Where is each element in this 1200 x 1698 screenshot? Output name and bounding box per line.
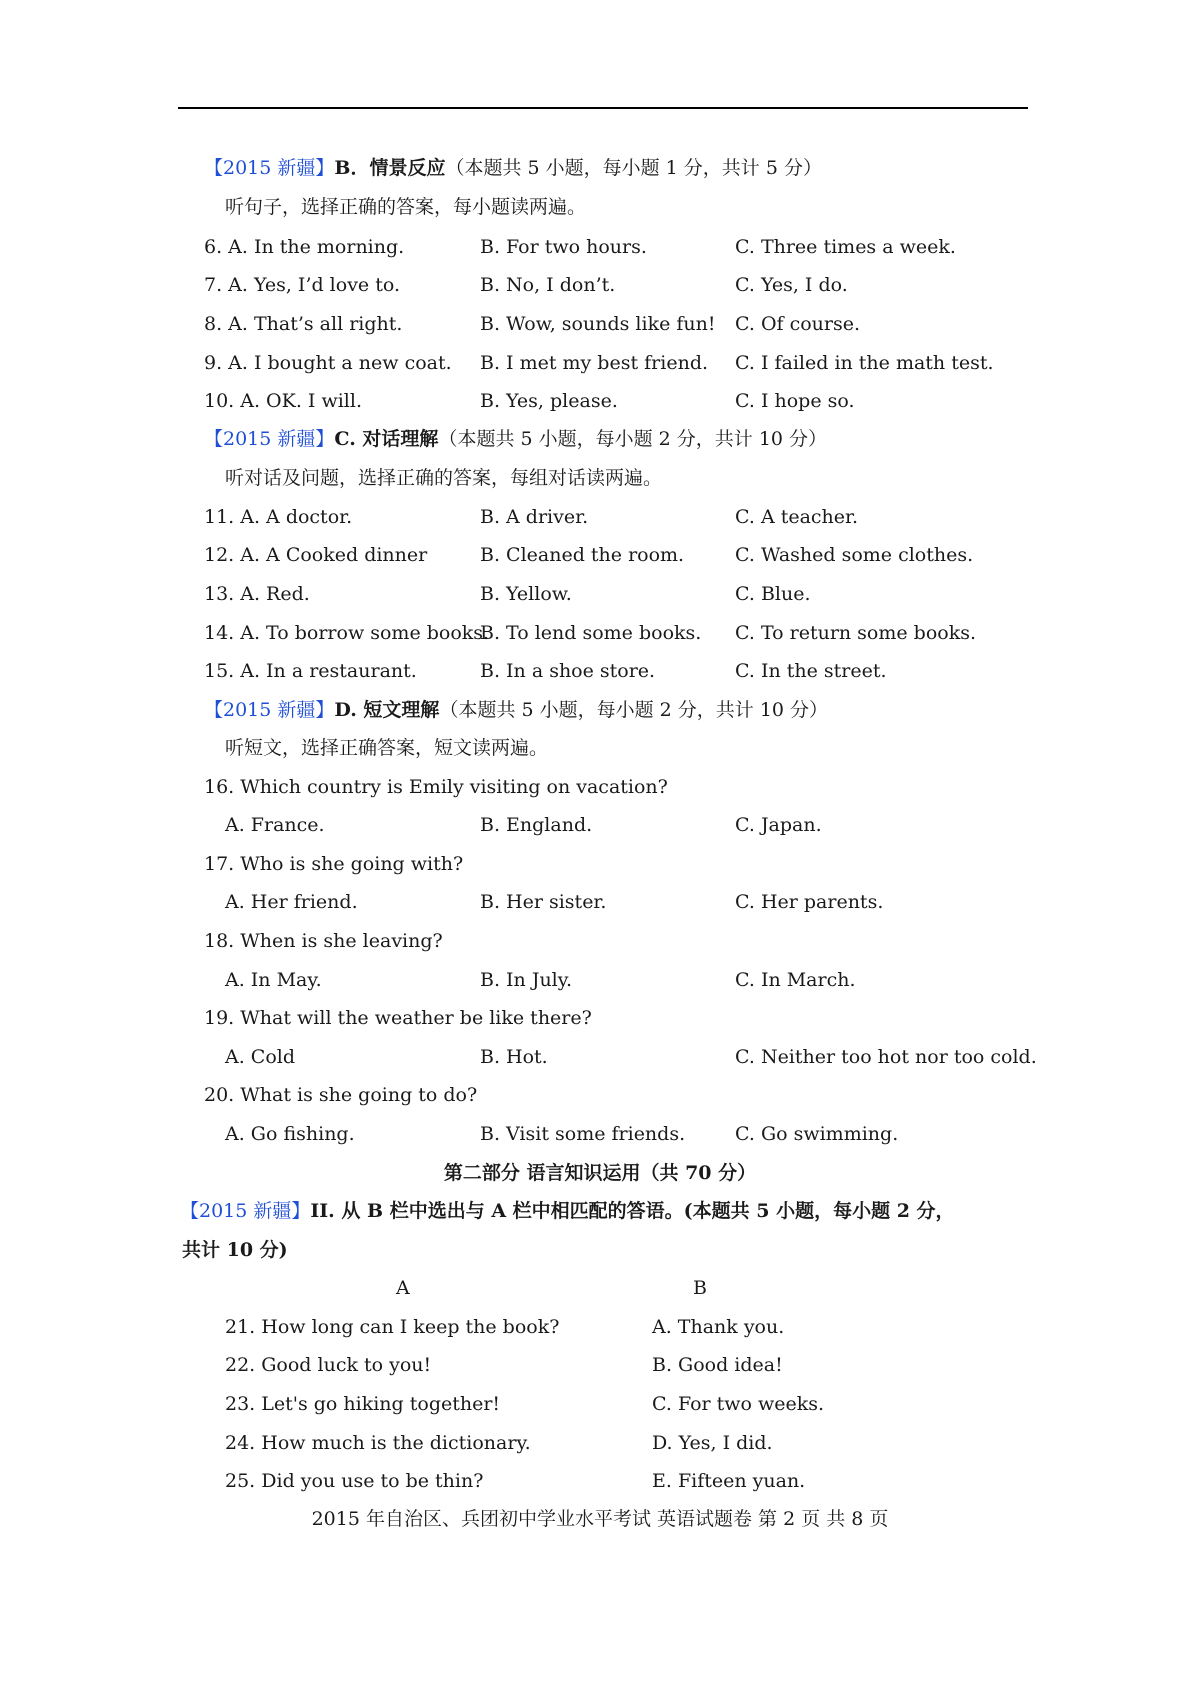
option-a: A. Her friend. [225,891,358,913]
match-a-item: 22. Good luck to you! [225,1354,432,1376]
option-c: C. Of course. [735,313,861,335]
option-b: B. Her sister. [480,891,607,913]
match-a-item: 24. How much is the dictionary. [225,1432,531,1454]
match-a-item: 23. Let's go hiking together! [225,1393,501,1415]
option-a: 9. A. I bought a new coat. [204,352,452,374]
option-b: B. No, I don’t. [480,274,616,296]
section-b-instruction: 听句子，选择正确的答案，每小题读两遍。 [225,196,587,218]
section-d-heading [204,697,828,723]
option-b: B. In July. [480,969,573,991]
option-b: B. Visit some friends. [480,1123,686,1145]
option-a: 12. A. A Cooked dinner [204,544,428,566]
option-c: C. Yes, I do. [735,274,848,296]
column-a-header: A [396,1277,410,1299]
question-text: 16. Which country is Emily visiting on vacation? [204,776,668,798]
match-b-item: E. Fifteen yuan. [652,1470,806,1492]
section-d-info: （本题共 5 小题，每小题 2 分，共计 10 分） [439,699,829,721]
option-c: C. Her parents. [735,891,884,913]
section-c-info: （本题共 5 小题，每小题 2 分，共计 10 分） [438,428,828,450]
section-b-title: B．情景反应 [334,157,446,179]
section-ii-title: II. 从 B 栏中选出与 A 栏中相匹配的答语。(本题共 5 小题，每小题 2 分， [310,1200,955,1222]
section-d-instruction: 听短文，选择正确答案，短文读两遍。 [225,737,549,759]
option-b: B. England. [480,814,593,836]
section-c-instruction: 听对话及问题，选择正确的答案，每组对话读两遍。 [225,467,663,489]
option-a: 13. A. Red. [204,583,310,605]
option-c: C. Washed some clothes. [735,544,974,566]
option-c: C. Three times a week. [735,236,956,258]
option-c: C. Go swimming. [735,1123,899,1145]
match-a-item: 21. How long can I keep the book? [225,1316,560,1338]
section-ii-title-cont: 共计 10 分) [182,1239,288,1261]
section-b-tag: 【2015 新疆】 [204,157,335,179]
option-a: A. Go fishing. [225,1123,355,1145]
column-b-header: B [693,1277,707,1299]
match-b-item: C. For two weeks. [652,1393,825,1415]
option-b: B. For two hours. [480,236,647,258]
match-b-item: D. Yes, I did. [652,1432,773,1454]
option-c: C. In the street. [735,660,887,682]
question-text: 19. What will the weather be like there? [204,1007,592,1029]
option-a: 11. A. A doctor. [204,506,353,528]
option-a: 14. A. To borrow some books. [204,622,490,644]
option-a: 8. A. That’s all right. [204,313,403,335]
option-b: B. Cleaned the room. [480,544,685,566]
option-a: A. Cold [225,1046,296,1068]
option-c: C. I hope so. [735,390,855,412]
option-a: 6. A. In the morning. [204,236,405,258]
option-b: B. A driver. [480,506,589,528]
page-footer: 2015 年自治区、兵团初中学业水平考试 英语试题卷 第 2 页 共 8 页 [311,1508,889,1530]
part-two-title: 第二部分 语言知识运用（共 70 分） [443,1162,757,1184]
option-c: C. Blue. [735,583,811,605]
option-b: B. To lend some books. [480,622,702,644]
match-b-item: B. Good idea! [652,1354,783,1376]
question-text: 18. When is she leaving? [204,930,443,952]
option-a: 7. A. Yes, I’d love to. [204,274,400,296]
option-a: A. France. [225,814,325,836]
section-c-heading [204,426,827,452]
section-ii-tag: 【2015 新疆】 [180,1200,311,1222]
option-c: C. In March. [735,969,856,991]
section-d-title: D. 短文理解 [334,699,440,721]
option-b: B. Wow, sounds like fun! [480,313,716,335]
option-c: C. I failed in the math test. [735,352,994,374]
match-b-item: A. Thank you. [652,1316,785,1338]
option-c: C. Neither too hot nor too cold. [735,1046,1037,1068]
option-b: B. I met my best friend. [480,352,709,374]
section-c-title: C. 对话理解 [334,428,439,450]
option-c: C. Japan. [735,814,822,836]
option-b: B. Yes, please. [480,390,618,412]
section-d-tag: 【2015 新疆】 [204,699,335,721]
option-b: B. In a shoe store. [480,660,656,682]
option-b: B. Hot. [480,1046,548,1068]
section-b-heading [204,155,822,181]
question-text: 17. Who is she going with? [204,853,464,875]
match-a-item: 25. Did you use to be thin? [225,1470,484,1492]
section-b-info: （本题共 5 小题，每小题 1 分，共计 5 分） [445,157,822,179]
option-c: C. To return some books. [735,622,977,644]
option-a: 15. A. In a restaurant. [204,660,417,682]
option-b: B. Yellow. [480,583,572,605]
question-text: 20. What is she going to do? [204,1084,478,1106]
option-a: 10. A. OK. I will. [204,390,362,412]
section-c-tag: 【2015 新疆】 [204,428,335,450]
option-a: A. In May. [225,969,322,991]
header-rule [178,107,1028,109]
option-c: C. A teacher. [735,506,859,528]
section-ii-heading [180,1198,955,1224]
